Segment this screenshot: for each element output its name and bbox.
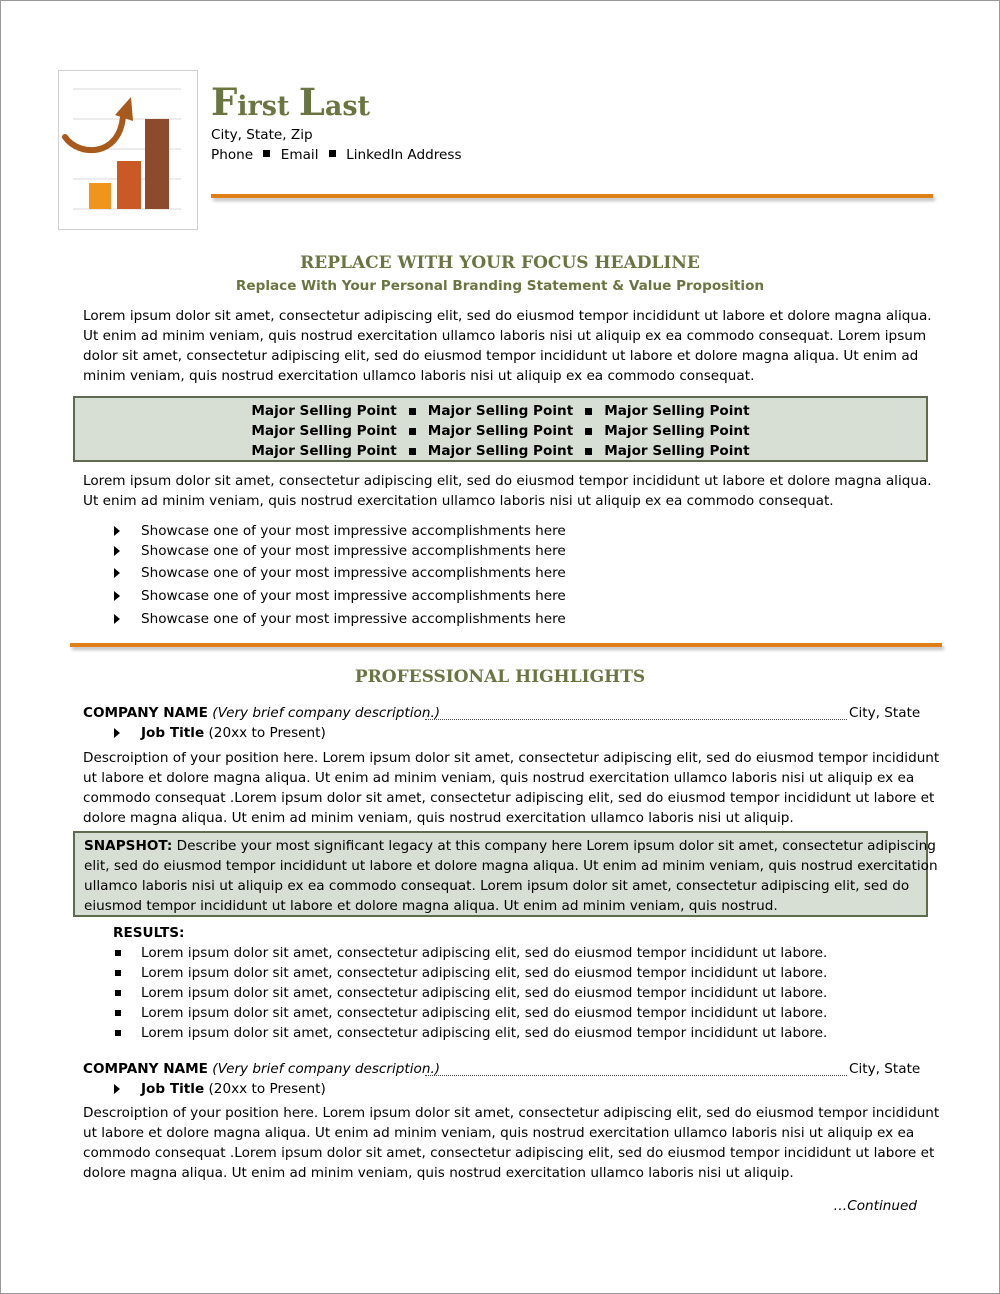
result-item: Lorem ipsum dolor sit amet, consectetur adipiscing elit, sed do eiusmod tempor incididunt ut labore. — [141, 1005, 828, 1021]
highlights-heading: PROFESSIONAL HIGHLIGHTS — [354, 667, 646, 687]
snapshot-label: SNAPSHOT: — [84, 838, 173, 854]
accomplishment-item: Showcase one of your most impressive accomplishments here — [141, 611, 566, 627]
location-line: City, State, Zip — [211, 127, 313, 143]
header-divider — [211, 194, 933, 198]
intro-paragraph-line: dolor sit amet, consectetur adipiscing elit, sed do eiusmod tempor incididunt ut labore et dolore magna aliqua. Ut enim ad — [83, 348, 919, 364]
snapshot-line: ullamco laboris nisi ut aliquip ex ea commodo consequat. Lorem ipsum dolor sit amet, consectetur adipiscing elit, sed do — [84, 878, 910, 894]
job-dates: (20xx to Present) — [208, 1081, 326, 1097]
selling-point: Major Selling Point — [427, 423, 574, 439]
summary-paragraph-line: Lorem ipsum dolor sit amet, consectetur adipiscing elit, sed do eiusmod tempor incididunt ut labore et dolore magna aliqua. — [83, 473, 932, 489]
growth-bar-chart-icon — [59, 71, 197, 229]
accomplishment-item: Showcase one of your most impressive accomplishments here — [141, 588, 566, 604]
selling-points-row — [75, 421, 926, 441]
arrow-bullet-icon — [114, 614, 120, 624]
contact-line — [211, 145, 462, 165]
company-line — [83, 1059, 440, 1079]
separator-square-icon — [585, 408, 592, 415]
position-description-line: Descroiption of your position here. Lorem ipsum dolor sit amet, consectetur adipiscing elit, sed do eiusmod tempor incididunt — [83, 1105, 940, 1121]
dotted-leader — [425, 1075, 847, 1076]
result-item: Lorem ipsum dolor sit amet, consectetur adipiscing elit, sed do eiusmod tempor incididunt ut labore. — [141, 965, 828, 981]
arrow-bullet-icon — [114, 591, 120, 601]
company-location: City, State — [849, 1061, 921, 1077]
selling-point: Major Selling Point — [251, 443, 397, 459]
selling-points-box — [73, 396, 928, 462]
selling-point: Major Selling Point — [604, 403, 750, 419]
job-dates: (20xx to Present) — [208, 725, 326, 741]
selling-point: Major Selling Point — [604, 443, 750, 459]
position-description-line: dolore magna aliqua. Ut enim ad minim veniam, quis nostrud exercitation ullamco laboris nisi ut aliquip. — [83, 810, 794, 826]
summary-paragraph-line: Ut enim ad minim veniam, quis nostrud exercitation ullamco laboris nisi ut aliquip ex ea commodo consequat. — [83, 493, 834, 509]
snapshot-box — [73, 831, 938, 917]
focus-headline: REPLACE WITH YOUR FOCUS HEADLINE — [300, 253, 700, 273]
selling-points-row — [75, 441, 926, 461]
snapshot-line: elit, sed do eiusmod tempor incididunt ut labore et dolore magna aliqua. Ut enim ad minim veniam, quis nostrud exercitation — [84, 858, 938, 874]
position-description-line: commodo consequat .Lorem ipsum dolor sit amet, consectetur adipiscing elit, sed do eiusmod tempor incididunt ut labore et — [83, 1145, 935, 1161]
section-divider — [70, 643, 942, 647]
selling-point: Major Selling Point — [251, 403, 397, 419]
square-bullet-icon — [115, 950, 121, 956]
arrow-bullet-icon — [114, 1084, 120, 1094]
position-description-line: Descroiption of your position here. Lorem ipsum dolor sit amet, consectetur adipiscing elit, sed do eiusmod tempor incididunt — [83, 750, 940, 766]
selling-points-row — [75, 401, 926, 421]
accomplishment-item: Showcase one of your most impressive accomplishments here — [141, 523, 566, 539]
position-description-line: commodo consequat .Lorem ipsum dolor sit amet, consectetur adipiscing elit, sed do eiusmod tempor incididunt ut labore et — [83, 790, 935, 806]
candidate-name: First Last — [211, 80, 371, 124]
branding-statement: Replace With Your Personal Branding Statement & Value Proposition — [235, 278, 765, 294]
square-bullet-icon — [115, 970, 121, 976]
result-item: Lorem ipsum dolor sit amet, consectetur adipiscing elit, sed do eiusmod tempor incididunt ut labore. — [141, 985, 828, 1001]
job-title: Job Title — [141, 1081, 205, 1097]
arrow-bullet-icon — [114, 546, 120, 556]
result-item: Lorem ipsum dolor sit amet, consectetur adipiscing elit, sed do eiusmod tempor incididunt ut labore. — [141, 1025, 828, 1041]
square-bullet-icon — [115, 1010, 121, 1016]
continued-note: …Continued — [833, 1198, 917, 1214]
accomplishment-item: Showcase one of your most impressive accomplishments here — [141, 543, 566, 559]
separator-square-icon — [409, 448, 416, 455]
selling-point: Major Selling Point — [251, 423, 397, 439]
separator-square-icon — [585, 428, 592, 435]
separator-square-icon — [329, 150, 336, 157]
dotted-leader — [425, 719, 847, 720]
job-title-line — [141, 723, 326, 743]
position-description-line: dolore magna aliqua. Ut enim ad minim veniam, quis nostrud exercitation ullamco laboris nisi ut aliquip. — [83, 1165, 794, 1181]
separator-square-icon — [409, 408, 416, 415]
arrow-bullet-icon — [114, 568, 120, 578]
job-title: Job Title — [141, 725, 205, 741]
contact-phone: Phone — [211, 147, 254, 163]
separator-square-icon — [409, 428, 416, 435]
separator-square-icon — [585, 448, 592, 455]
company-line — [83, 703, 440, 723]
position-description-line: ut labore et dolore magna aliqua. Ut enim ad minim veniam, quis nostrud exercitation ullamco laboris nisi ut aliquip ex ea — [83, 770, 915, 786]
snapshot-line: eiusmod tempor incididunt ut labore et dolore magna aliqua. Ut enim ad minim veniam, quis nostrud. — [84, 898, 778, 914]
company-description: (Very brief company description.) — [212, 1061, 441, 1077]
accomplishment-item: Showcase one of your most impressive accomplishments here — [141, 565, 566, 581]
square-bullet-icon — [115, 1030, 121, 1036]
square-bullet-icon — [115, 990, 121, 996]
position-description-line: ut labore et dolore magna aliqua. Ut enim ad minim veniam, quis nostrud exercitation ullamco laboris nisi ut aliquip ex ea — [83, 1125, 915, 1141]
contact-linkedin: LinkedIn Address — [346, 147, 462, 163]
arrow-bullet-icon — [114, 526, 120, 536]
intro-paragraph-line: Ut enim ad minim veniam, quis nostrud exercitation ullamco laboris nisi ut aliquip ex ea commodo consequat. Lorem ipsum — [83, 328, 927, 344]
arrow-bullet-icon — [114, 728, 120, 738]
intro-paragraph-line: minim veniam, quis nostrud exercitation ullamco laboris nisi ut aliquip ex ea commodo consequat. — [83, 368, 755, 384]
selling-point: Major Selling Point — [427, 443, 574, 459]
company-location: City, State — [849, 705, 921, 721]
result-item: Lorem ipsum dolor sit amet, consectetur adipiscing elit, sed do eiusmod tempor incididunt ut labore. — [141, 945, 828, 961]
company-name: COMPANY NAME — [83, 705, 208, 721]
company-description: (Very brief company description.) — [212, 705, 441, 721]
job-title-line — [141, 1079, 326, 1099]
company-name: COMPANY NAME — [83, 1061, 208, 1077]
contact-email: Email — [280, 147, 319, 163]
selling-point: Major Selling Point — [604, 423, 750, 439]
selling-point: Major Selling Point — [427, 403, 574, 419]
intro-paragraph-line: Lorem ipsum dolor sit amet, consectetur adipiscing elit, sed do eiusmod tempor incididunt ut labore et dolore magna aliqua. — [83, 308, 932, 324]
separator-square-icon — [263, 150, 270, 157]
snapshot-line: SNAPSHOT: Describe your most significant legacy at this company here Lorem ipsum dolor sit amet, consectetur adipiscing — [84, 838, 936, 854]
results-label: RESULTS: — [113, 925, 185, 941]
logo-frame — [58, 70, 198, 230]
